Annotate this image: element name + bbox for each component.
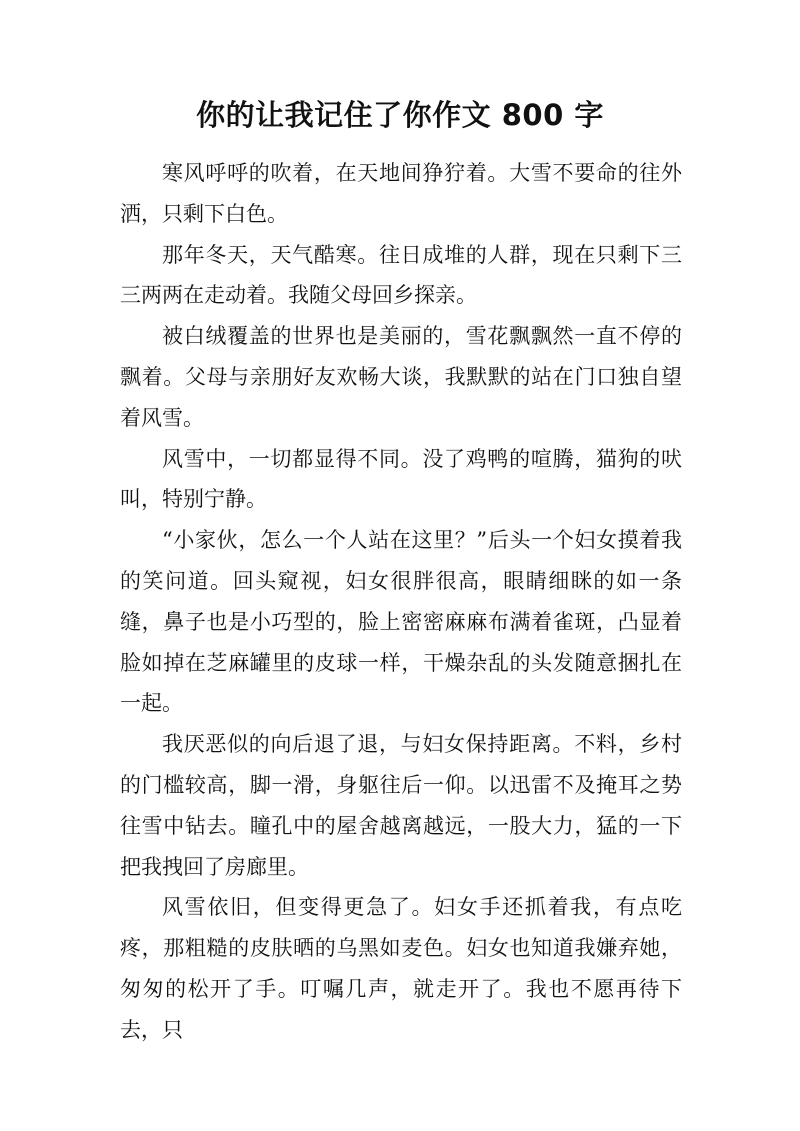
paragraph-1: 寒风呼呼的吹着，在天地间狰狞着。大雪不要命的往外洒，只剩下白色。 xyxy=(120,161,682,226)
paragraph-7: 风雪依旧，但变得更急了。妇女手还抓着我，有点吃疼，那粗糙的皮肤晒的乌黑如麦色。妇女也知道我嫌弃她，匆匆的松开了手。叮嘱几声，就走开了。我也不愿再待下去，只 xyxy=(120,895,682,1042)
essay-body xyxy=(120,153,682,1051)
paragraph-3: 被白绒覆盖的世界也是美丽的，雪花飘飘然一直不停的飘着。父母与亲朋好友欢畅大谈，我默默的站在门口独自望着风雪。 xyxy=(120,324,682,430)
paragraph-6: 我厌恶似的向后退了退，与妇女保持距离。不料，乡村的门槛较高，脚一滑，身躯往后一仰。以迅雷不及掩耳之势往雪中钻去。瞳孔中的屋舍越离越远，一股大力，猛的一下把我拽回了房廊里。 xyxy=(120,732,682,879)
paragraph-4: 风雪中，一切都显得不同。没了鸡鸭的喧腾，猫狗的吠叫，特别宁静。 xyxy=(120,446,682,512)
paragraph-5: “小家伙，怎么一个人站在这里？”后头一个妇女摸着我的笑问道。回头窥视，妇女很胖很高，眼睛细眯的如一条缝，鼻子也是小巧型的，脸上密密麻麻布满着雀斑，凸显着脸如掉在芝麻罐里的皮球一样，干燥杂乱的头发随意捆扎在一起。 xyxy=(120,528,682,716)
paragraph-2: 那年冬天，天气酷寒。往日成堆的人群，现在只剩下三三两两在走动着。我随父母回乡探亲。 xyxy=(120,242,682,308)
page-title: 你的让我记住了你作文 800 字 xyxy=(196,98,604,132)
